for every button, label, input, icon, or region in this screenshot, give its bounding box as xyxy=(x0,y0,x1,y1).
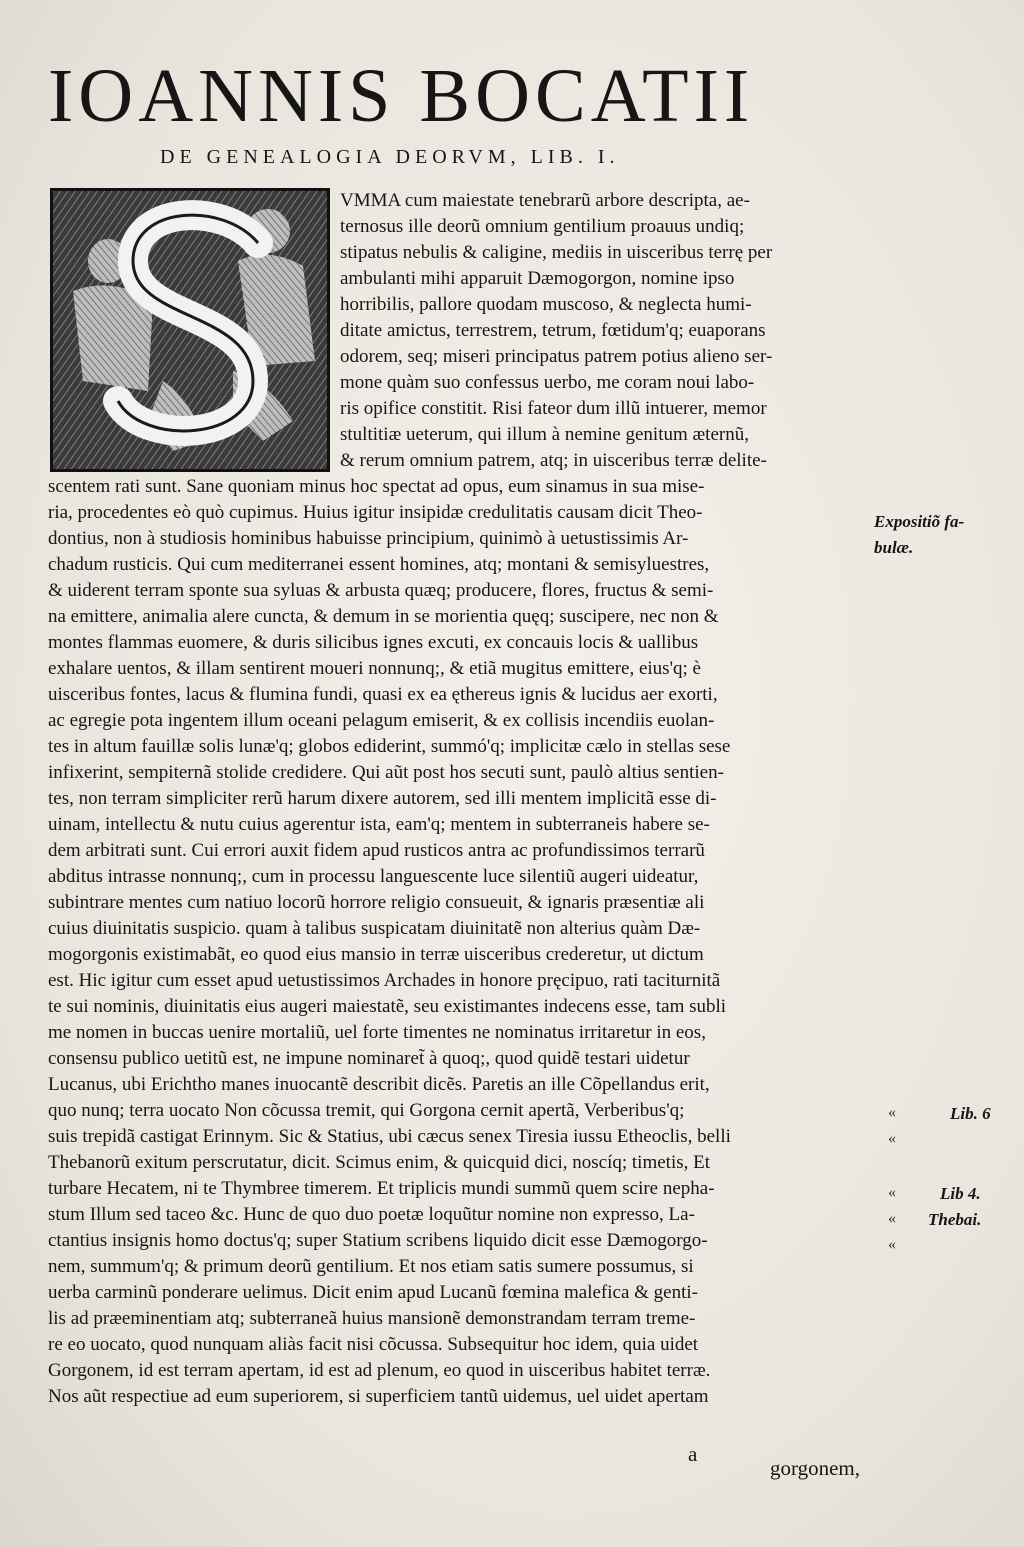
quote-mark: « xyxy=(888,1210,896,1227)
text-line: Nos aũt respectiue ad eum superiorem, si superficiem tantũ uidemus, uel uidet apertam xyxy=(48,1386,709,1407)
text-line: cuius diuinitatis suspicio. quam à talibus suspicatam diuinitatẽ non alterius quàm Dæ- xyxy=(48,918,701,939)
text-line: infixerint, sempiternã stolide credidere. Qui aũt post hos secuti sunt, paulò altius sentien- xyxy=(48,762,724,783)
text-line: mogorgonis existimabãt, eo quod eius mansio in terræ uisceribus crederetur, ut dictum xyxy=(48,944,704,965)
quote-mark: « xyxy=(888,1184,896,1201)
text-line: Thebanorũ exitum perscrutatur, dicit. Scimus enim, & quicquid dici, noscíq; timetis, Et xyxy=(48,1152,711,1173)
catchword: gorgonem, xyxy=(770,1456,861,1480)
text-line: stultitiæ ueterum, qui illum à nemine genitum æternũ, xyxy=(340,424,749,445)
text-line: ditate amictus, terrestrem, tetrum, fœtidum'q; euaporans xyxy=(340,320,766,341)
text-line: Gorgonem, id est terram apertam, id est ad plenum, eo quod in uisceribus habitet terræ. xyxy=(48,1360,711,1381)
text-line: horribilis, pallore quodam muscoso, & neglecta humi- xyxy=(340,294,752,315)
margin-note-fabulae: bulæ. xyxy=(874,538,914,557)
quote-mark: « xyxy=(888,1236,896,1253)
text-line: uerba carminũ ponderare uelimus. Dicit enim apud Lucanũ fœmina malefica & genti- xyxy=(48,1282,698,1303)
text-line: & rerum omnium patrem, atq; in uisceribus terræ delite- xyxy=(340,450,767,471)
text-line: lis ad præeminentiam atq; subterraneã huius mansionẽ demonstrandam terram treme- xyxy=(48,1308,696,1329)
text-line: nem, summum'q; & primum deorũ gentilium. Et nos etiam satis sumere possumus, si xyxy=(48,1256,694,1277)
text-line: stum Illum sed taceo &c. Hunc de quo duo poetæ loquũtur nomine non expresso, La- xyxy=(48,1204,695,1225)
text-line: VMMA cum maiestate tenebrarũ arbore descripta, ae- xyxy=(340,190,750,211)
text-line: chadum rusticis. Qui cum mediterranei essent homines, atq; montani & semisyluestres, xyxy=(48,554,710,575)
text-line: na emittere, animalia alere cuncta, & demum in se morientia quęq; suscipere, nec non & xyxy=(48,606,719,627)
text-line: & uiderent terram sponte sua syluas & arbusta quæq; producere, flores, fructus & semi- xyxy=(48,580,714,601)
text-line: ternosus ille deorũ omnium gentilium proauus undiq; xyxy=(340,216,745,237)
margin-note-lib4: Lib 4. xyxy=(940,1184,981,1203)
text-line: ctantius insignis homo doctus'q; super Statium scribens liquido dicit esse Dæmogorgo- xyxy=(48,1230,708,1251)
text-line: ambulanti mihi apparuit Dæmogorgon, nomine ipso xyxy=(340,268,735,289)
text-line: ac egregie pota ingentem illum oceani pelagum emiserit, & ex collisis incendiis euolan- xyxy=(48,710,715,731)
quote-mark: « xyxy=(888,1104,896,1121)
text-line: subintrare mentes cum natiuo locorũ horrore religio consueuit, & ignaris præsentiæ ali xyxy=(48,892,705,913)
text-line: Lucanus, ubi Erichtho manes inuocantẽ describit dicẽs. Paretis an ille Cõpellandus erit, xyxy=(48,1074,710,1095)
page-title: IOANNIS BOCATII xyxy=(48,54,755,138)
text-line: turbare Hecatem, ni te Thymbree timerem. Et triplicis mundi summũ quem scire nepha- xyxy=(48,1178,715,1199)
text-line: ria, procedentes eò quò cupimus. Huius igitur insipidæ credulitatis causam dicit Theo- xyxy=(48,502,703,523)
text-line: dontius, non à studiosis hominibus habuisse principium, quinimò à uetustissimis Ar- xyxy=(48,528,689,549)
text-line: odorem, seq; miseri principatus patrem potius alieno ser- xyxy=(340,346,773,367)
text-line: ris opifice constitit. Risi fateor dum illũ intuerer, memor xyxy=(340,398,767,419)
text-line: exhalare uentos, & illam sentirent moueri nonnunq;, & etiã mugitus emittere, eius'q; è xyxy=(48,658,701,679)
text-line: dem arbitrati sunt. Cui errori auxit fidem apud rusticos antra ac profundissimos terrarũ xyxy=(48,840,705,861)
margin-note-thebai: Thebai. xyxy=(928,1210,982,1229)
text-line: mone quàm suo confessus uerbo, me coram noui labo- xyxy=(340,372,755,393)
margin-note-expositio: Expositiõ fa- xyxy=(874,512,965,531)
text-line: tes in altum fauillæ solis lunæ'q; globos ediderint, summó'q; implicitæ cælo in stellas sese xyxy=(48,736,731,757)
signature-mark: a xyxy=(688,1442,698,1466)
text-line: suis trepidã castigat Erinnym. Sic & Statius, ubi cæcus senex Tiresia iussu Etheoclis, belli xyxy=(48,1126,731,1147)
text-line: consensu publico uetitũ est, ne impune nominaret̃ à quoq;, quod quidẽ testari uidetur xyxy=(48,1048,690,1069)
margin-note-lib6: Lib. 6 xyxy=(950,1104,991,1123)
text-line: re eo uocato, quod nunquam aliàs facit nisi cõcussa. Subsequitur hoc idem, quia uidet xyxy=(48,1334,699,1355)
text-line: abditus intrasse nonnunq;, cum in processu languescente luce silentiũ augeri uideatur, xyxy=(48,866,699,887)
text-line: scentem rati sunt. Sane quoniam minus hoc spectat ad opus, eum sinamus in sua mise- xyxy=(48,476,705,497)
text-line: montes flammas euomere, & duris silicibus ignes excuti, ex concauis locis & uallibus xyxy=(48,632,699,653)
page-subtitle: DE GENEALOGIA DEORVM, LIB. I. xyxy=(160,146,620,168)
text-line: me nomen in buccas uenire mortaliũ, uel forte timentes ne nominatus irritaretur in eos, xyxy=(48,1022,706,1043)
text-line: te sui nominis, diuinitatis eius augeri maiestatẽ, seu existimantes indecens esse, tam subli xyxy=(48,996,727,1017)
text-line: quo nunq; terra uocato Non cõcussa tremit, qui Gorgona cernit apertã, Verberibus'q; xyxy=(48,1100,685,1121)
quote-mark: « xyxy=(888,1130,896,1147)
text-line: uinam, intellectu & nutu cuius agerentur ista, eam'q; mentem in subterraneis habere se- xyxy=(48,814,710,835)
text-line: est. Hic igitur cum esset apud uetustissimos Archades in honore pręcipuo, rati taciturnitã xyxy=(48,970,721,991)
decorated-initial-woodcut xyxy=(50,188,330,472)
text-line: tes, non terram simpliciter rerũ harum dixere autorem, sed illi mentem implicitã esse di- xyxy=(48,788,717,809)
text-line: stipatus nebulis & caligine, mediis in uisceribus terrę per xyxy=(340,242,773,263)
text-line: uisceribus fontes, lacus & flumina fundi, quasi ex ea ęthereus ignis & lucidus aer exorti, xyxy=(48,684,718,705)
